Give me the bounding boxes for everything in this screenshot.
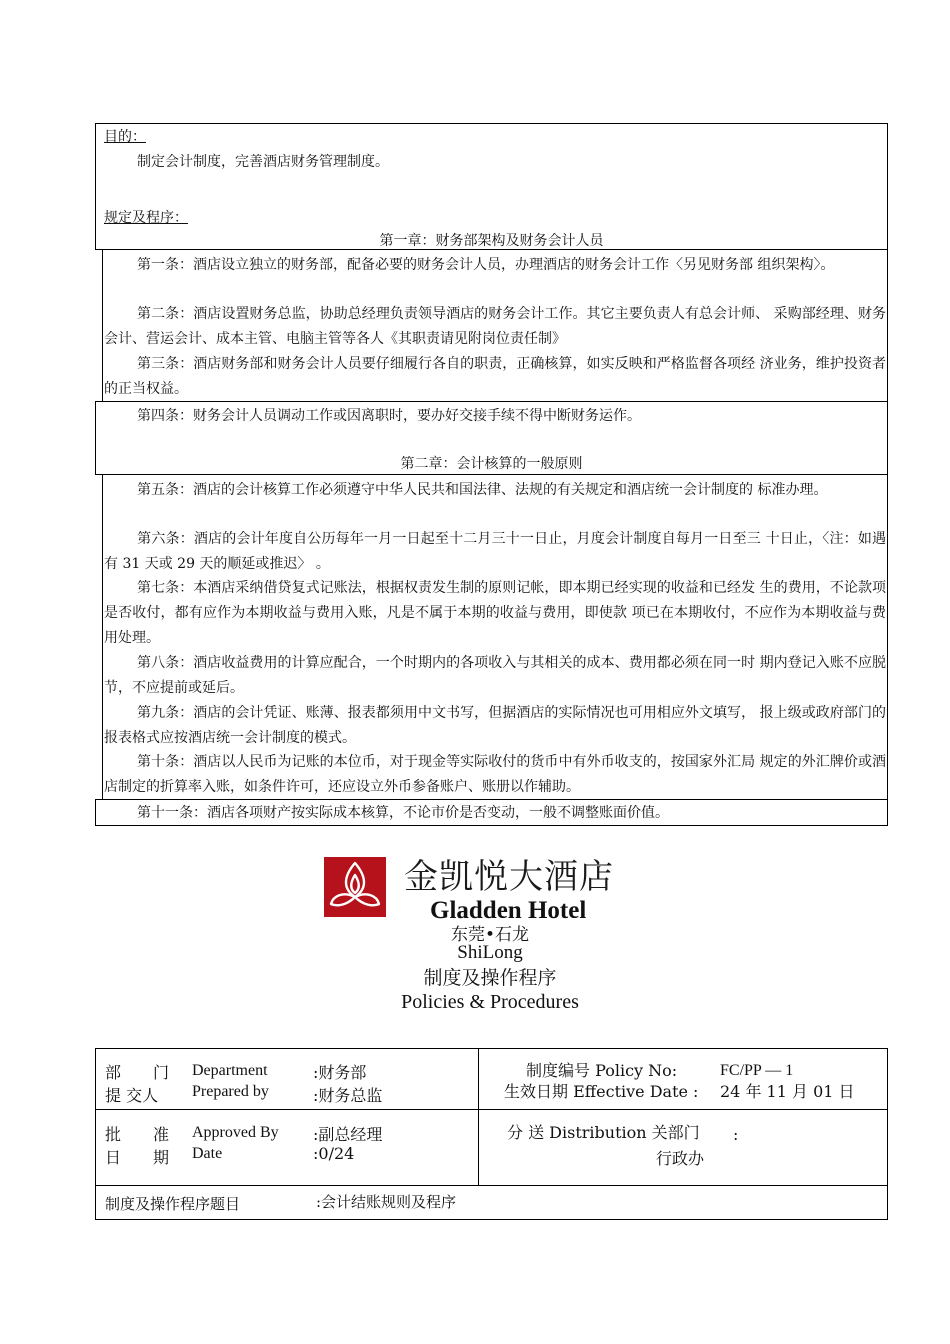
article-7: 第七条：本酒店采纳借贷复式记账法，根据权责发生制的原则记帐，即本期已经实现的收益和已经发 生的费用，不论款项是否收付，都有应作为本期收益与费用入账，凡是不属于本期的收益与费用，即使款 项已在本期收付，不应作为本期收益与费用处理。	[104, 580, 886, 646]
distribution-label: 分 送 Distribution 关部门	[507, 1123, 700, 1142]
prepared-value: :财务总监	[313, 1086, 383, 1105]
prepared-label-en: Prepared by	[192, 1083, 269, 1100]
table-divider-row1	[96, 1109, 887, 1110]
article-5: 第五条：酒店的会计核算工作必须遵守中华人民共和国法律、法规的有关规定和酒店统一会计制度的 标准办理。	[137, 482, 828, 498]
prepared-label-cn: 提 交人	[105, 1086, 159, 1105]
article-8: 第八条：酒店收益费用的计算应配合，一个时期内的各项收入与其相关的成本、费用都必须在同一时 期内登记入账不应脱节，不应提前或延后。	[104, 655, 886, 696]
purpose-heading: 目的：	[104, 129, 146, 145]
dept-label-cn: 部 门	[105, 1063, 170, 1082]
article-10: 第十条：酒店以人民币为记账的本位币，对于现金等实际收付的货币中有外币收支的，按国家外汇局 规定的外汇牌价或酒店制定的折算率入账，如条件许可，还应设立外币参备账户、账册以作辅助。	[104, 754, 886, 795]
distribution-colon: :	[733, 1125, 739, 1144]
purpose-text: 制定会计制度，完善酒店财务管理制度。	[137, 154, 389, 170]
article-2: 第二条：酒店设置财务总监，协助总经理负责领导酒店的财务会计工作。其它主要负责人有总会计师、 采购部经理、财务会计、营运会计、成本主管、电脑主管等各人《其职责请见附岗位责任制》	[104, 306, 886, 347]
chapter1-title: 第一章：财务部架构及财务会计人员	[379, 233, 604, 249]
distribution-value: 行政办	[656, 1149, 705, 1168]
location-cn: 东莞•石龙	[450, 925, 530, 945]
dept-label-en: Department	[192, 1062, 268, 1079]
date-label-cn: 日 期	[105, 1148, 170, 1167]
article-6: 第六条：酒店的会计年度自公历每年一月一日起至十二月三十一日止，月度会计制度自每月一日至三 十日止，〈注：如遇有 31 天或 29 天的顺延或推迟〉 。	[104, 531, 886, 572]
doc-type-cn: 制度及操作程序	[423, 967, 557, 989]
article-1: 第一条：酒店设立独立的财务部，配备必要的财务会计人员，办理酒店的财务会计工作〈另见财务部 组织架构〉。	[137, 257, 835, 273]
subject-label: 制度及操作程序题目	[105, 1195, 241, 1213]
chapter2-title: 第二章：会计核算的一般原则	[400, 456, 583, 472]
location-en: ShiLong	[457, 942, 523, 963]
hotel-name-en: Gladden Hotel	[430, 897, 587, 924]
table-divider-row2	[96, 1185, 887, 1186]
subject-value: :会计结账规则及程序	[316, 1193, 457, 1211]
approved-label-cn: 批 准	[105, 1125, 170, 1144]
approved-value: :副总经理	[313, 1125, 383, 1144]
article-4: 第四条：财务会计人员调动工作或因离职时，要办好交接手续不得中断财务运作。	[137, 408, 641, 424]
policy-no-value: FC/PP — 1	[720, 1062, 794, 1079]
procedure-heading: 规定及程序：	[104, 210, 188, 226]
table-divider-vertical	[478, 1049, 479, 1186]
date-value: :0/24	[313, 1144, 355, 1163]
lotus-icon	[324, 857, 386, 917]
article-3: 第三条：酒店财务部和财务会计人员要仔细履行各自的职责，正确核算，如实反映和严格监督各项经 济业务，维护投资者的正当权益。	[104, 356, 886, 397]
effective-date-label: 生效日期 Effective Date :	[504, 1082, 699, 1101]
hotel-name-cn: 金凯悦大酒店	[404, 857, 614, 897]
effective-date-value: 24 年 11 月 01 日	[720, 1082, 855, 1101]
hotel-logo	[324, 857, 386, 917]
doc-type-en: Policies & Procedures	[401, 991, 579, 1013]
article-11: 第十一条：酒店各项财产按实际成本核算，不论市价是否变动，一般不调整账面价值。	[137, 805, 669, 821]
article-9: 第九条：酒店的会计凭证、账薄、报表都须用中文书写，但据酒店的实际情况也可用相应外文填写， 报上级或政府部门的报表格式应按酒店统一会计制度的模式。	[104, 705, 886, 746]
policy-no-label: 制度编号 Policy No:	[526, 1061, 678, 1080]
dept-value: :财务部	[313, 1063, 367, 1082]
policy-form-table	[95, 1048, 888, 1220]
date-label-en: Date	[192, 1145, 223, 1162]
approved-label-en: Approved By	[192, 1124, 279, 1141]
